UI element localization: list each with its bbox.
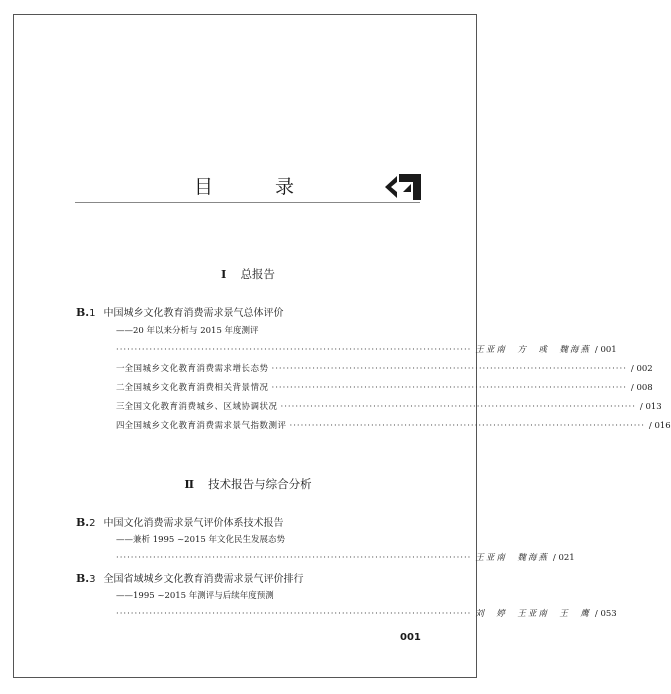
page-number: 001 — [400, 632, 421, 643]
section-label: 三 — [116, 402, 125, 412]
entry-page: / 021 — [552, 553, 575, 563]
part-numeral: Ⅱ — [184, 477, 195, 491]
toc-section-2[interactable] — [116, 381, 653, 393]
entry-page: / 053 — [594, 609, 617, 619]
leader-dots: ································································································ — [280, 402, 636, 412]
section-title: 全国文化教育消费城乡、区域协调状况 — [124, 402, 278, 412]
part-label: 总报告 — [240, 267, 275, 281]
toc-section-3[interactable] — [116, 400, 662, 412]
part-heading-1 — [0, 266, 496, 282]
part-label: 技术报告与综合分析 — [208, 477, 312, 491]
entry-number: 1 — [89, 308, 96, 319]
entry-number: 3 — [89, 574, 96, 585]
entry-subtitle: ——兼析 1995 ~2015 年文化民生发展态势 — [116, 535, 285, 545]
entry-authors: 刘 婷 王亚南 王 鹰 — [475, 609, 591, 619]
leader-dots: ································································································ — [116, 345, 472, 355]
entry-author-line — [116, 551, 575, 563]
entry-badge: B. — [76, 516, 90, 529]
section-page: / 016 — [648, 421, 671, 431]
toc-section-1[interactable] — [116, 362, 653, 374]
section-page: / 013 — [639, 402, 662, 412]
leader-dots: ································································································ — [271, 383, 627, 393]
toc-entry-b1[interactable] — [76, 304, 284, 319]
part-numeral: Ⅰ — [221, 267, 227, 281]
title-rule — [75, 202, 420, 203]
leader-dots: ································································································ — [271, 364, 627, 374]
leader-dots: ································································································ — [116, 609, 472, 619]
entry-badge: B. — [76, 306, 90, 319]
section-label: 四 — [116, 421, 125, 431]
entry-author-line — [116, 343, 617, 355]
section-title: 全国城乡文化教育消费相关背景情况 — [124, 383, 269, 393]
leader-dots: ································································································ — [116, 553, 472, 563]
entry-title: 中国文化消费需求景气评价体系技术报告 — [103, 518, 284, 529]
section-label: 一 — [116, 364, 125, 374]
entry-authors: 王亚南 魏海燕 — [475, 553, 549, 563]
leader-dots: ································································································ — [289, 421, 645, 431]
entry-subtitle: ——20 年以来分析与 2015 年度测评 — [116, 326, 259, 336]
entry-title: 全国省域城乡文化教育消费需求景气评价排行 — [103, 574, 304, 585]
toc-section-4[interactable] — [116, 419, 671, 431]
entry-authors: 王亚南 方 彧 魏海燕 — [475, 345, 591, 355]
section-label: 二 — [116, 383, 125, 393]
toc-entry-b3[interactable] — [76, 570, 304, 585]
entry-author-line — [116, 607, 617, 619]
toc-entry-b2[interactable] — [76, 514, 284, 529]
page-title: 目 录 — [193, 176, 323, 198]
entry-number: 2 — [89, 518, 96, 529]
section-page: / 002 — [630, 364, 653, 374]
entry-title: 中国城乡文化教育消费需求景气总体评价 — [103, 308, 284, 319]
part-heading-2 — [0, 476, 496, 492]
bookmark-corner-icon — [383, 172, 423, 202]
section-title: 全国城乡文化教育消费需求景气指数测评 — [124, 421, 287, 431]
entry-subtitle: ——1995 ~2015 年测评与后续年度预测 — [116, 591, 274, 601]
section-title: 全国城乡文化教育消费需求增长态势 — [124, 364, 269, 374]
section-page: / 008 — [630, 383, 653, 393]
entry-badge: B. — [76, 572, 90, 585]
entry-page: / 001 — [594, 345, 617, 355]
